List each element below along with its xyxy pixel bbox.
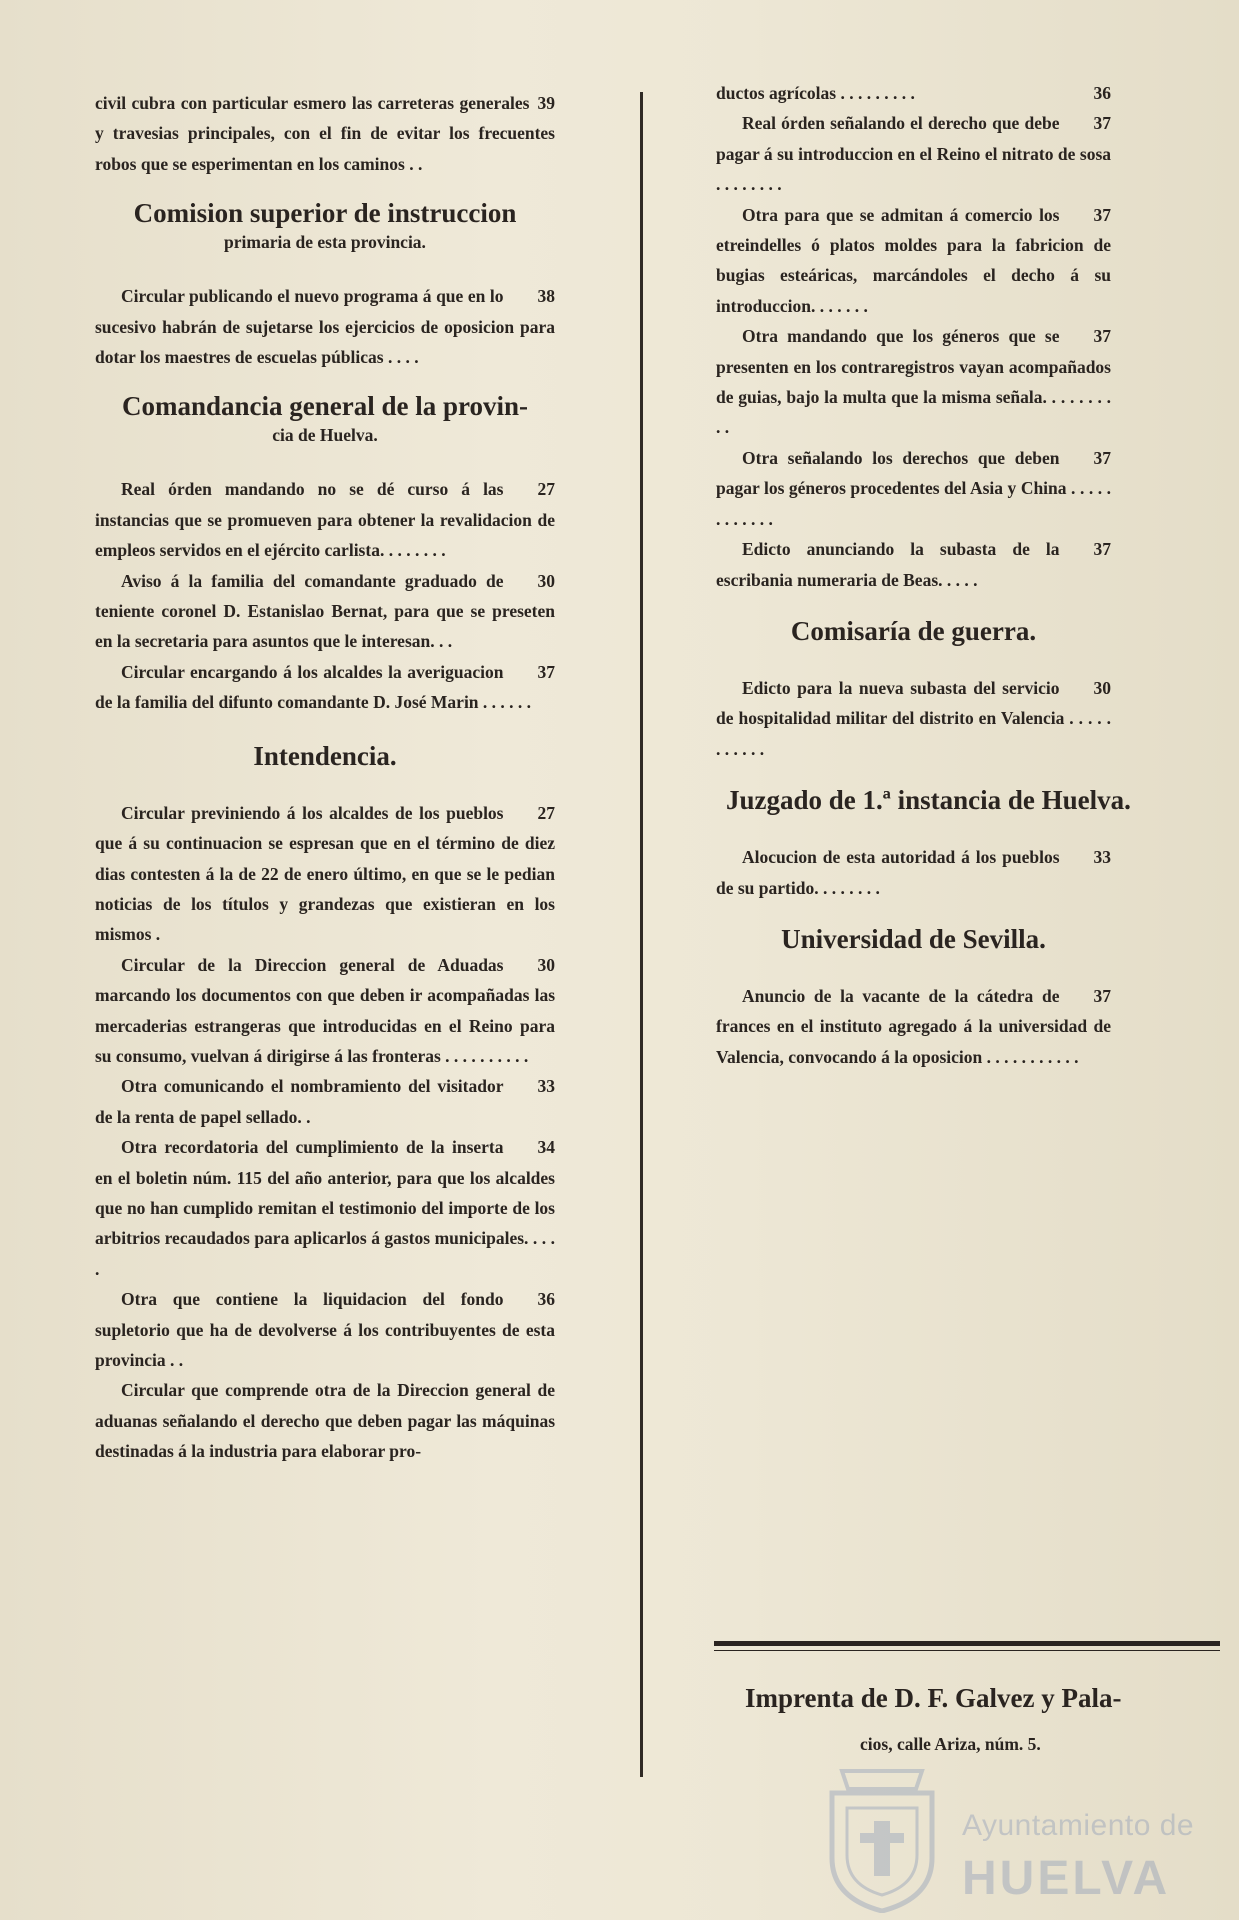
page-number: 36 bbox=[537, 1289, 555, 1310]
page-number: 30 bbox=[537, 954, 555, 975]
section-title: Universidad de Sevilla. bbox=[781, 923, 1046, 954]
section-subtitle: cia de Huelva. bbox=[272, 425, 378, 446]
entry-text: Circular que comprende otra de la Direccion general de aduanas señalando el derecho que deben pagar las máquinas destinadas á la industria para elaborar pro- bbox=[95, 1380, 555, 1462]
index-entry bbox=[95, 1284, 555, 1375]
page-number: 38 bbox=[537, 286, 555, 307]
section-title: Intendencia. bbox=[253, 740, 397, 771]
page-number: 33 bbox=[1093, 847, 1111, 868]
index-entry bbox=[95, 950, 555, 1072]
column-divider bbox=[640, 92, 643, 1777]
page-number: 37 bbox=[1093, 985, 1111, 1006]
page-number: 37 bbox=[1093, 204, 1111, 225]
page-number: 37 bbox=[1093, 113, 1111, 134]
entry-text: Otra recordatoria del cumplimiento de la inserta en el boletin núm. 115 del año anterior, para que los alcaldes que no han cumplido remitan el testimonio del importe de los arbitrios recaudados para aplicarlos á gastos municipales. . . . . bbox=[95, 1137, 555, 1279]
entry-text: Real órden mandando no se dé curso á las instancias que se promueven para obtener la revalidacion de empleos servidos en el ejército carlista. . . . . . . . bbox=[95, 479, 555, 561]
index-entry bbox=[95, 1071, 555, 1132]
index-entry bbox=[95, 281, 555, 372]
section-title: Juzgado de 1.ª instancia de Huelva. bbox=[726, 785, 1131, 816]
index-entry bbox=[95, 798, 555, 950]
entry-text: Otra mandando que los géneros que se presenten en los contraregistros vayan acompañados de guias, bajo la multa que la misma señala. . . . . . . . . . bbox=[716, 326, 1111, 438]
index-entry bbox=[95, 474, 555, 565]
page-number: 34 bbox=[537, 1137, 555, 1158]
index-entry bbox=[716, 981, 1111, 1072]
entry-text: ductos agrícolas . . . . . . . . . bbox=[716, 83, 915, 103]
coat-of-arms-icon bbox=[822, 1763, 942, 1913]
page-number: 30 bbox=[537, 570, 555, 591]
entry-text: Edicto anunciando la subasta de la escribania numeraria de Beas. . . . . bbox=[716, 539, 1060, 590]
index-entry bbox=[95, 657, 555, 718]
index-entry bbox=[716, 200, 1111, 322]
watermark-text-line1: Ayuntamiento de bbox=[962, 1809, 1195, 1842]
page-number: 30 bbox=[1093, 677, 1111, 698]
entry-text: Real órden señalando el derecho que debe pagar á su introduccion en el Reino el nitrato de sosa . . . . . . . . bbox=[716, 113, 1111, 195]
entry-text: Otra que contiene la liquidacion del fondo supletorio que ha de devolverse á los contribuyentes de esta provincia . . bbox=[95, 1289, 555, 1370]
entry-text: Circular publicando el nuevo programa á que en lo sucesivo habrán de sujetarse los ejercicios de oposicion para dotar los maestres de escuelas públicas . . . . bbox=[95, 286, 555, 368]
page-number: 33 bbox=[537, 1076, 555, 1097]
closing-rule-thin bbox=[714, 1650, 1220, 1651]
right-column bbox=[716, 78, 1131, 1072]
page-number: 37 bbox=[537, 661, 555, 682]
section-title: Comision superior de instruccion bbox=[133, 198, 517, 229]
entry-text: civil cubra con particular esmero las carreteras generales y travesias principales, con el fin de evitar los frecuentes robos que se esperimentan en los caminos . . bbox=[95, 93, 555, 174]
index-entry bbox=[95, 566, 555, 657]
entry-text: Otra señalando los derechos que deben pagar los géneros procedentes del Asia y China . . . . . . . . . . . . bbox=[716, 447, 1111, 529]
page-number: 27 bbox=[537, 479, 555, 500]
index-entry bbox=[95, 1132, 555, 1284]
section-title: Comandancia general de la provin- bbox=[121, 391, 528, 422]
archive-watermark bbox=[822, 1763, 1202, 1913]
page-number: 39 bbox=[537, 93, 555, 113]
imprint-address: cios, calle Ariza, núm. 5. bbox=[860, 1734, 1041, 1754]
entry-text: Circular encargando á los alcaldes la averiguacion de la familia del difunto comandante D. José Marin . . . . . . bbox=[95, 661, 532, 713]
entry-text: Circular previniendo á los alcaldes de los pueblos que á su continuacion se espresan que en el término de diez dias contesten á la de 22 de enero último, en que se le pedian noticias de los títulos y grandezas que existieran en los mismos . bbox=[95, 802, 555, 945]
page-number: 36 bbox=[1093, 83, 1111, 103]
index-entry bbox=[95, 88, 555, 179]
entry-text: Otra para que se admitan á comercio los etreindelles ó platos moldes para la fabricion de bugias esteáricas, marcándoles el decho á su introduccion. . . . . . . bbox=[716, 204, 1111, 316]
index-entry bbox=[716, 108, 1111, 199]
entry-text: Aviso á la familia del comandante graduado de teniente coronel D. Estanislao Bernat, para que se preseten en la secretaria para asuntos que le interesan. . . bbox=[95, 570, 555, 652]
closing-rule bbox=[714, 1641, 1220, 1646]
watermark-text-line2: HUELVA bbox=[962, 1852, 1171, 1905]
section-subtitle: primaria de esta provincia. bbox=[224, 232, 426, 253]
entry-text: Otra comunicando el nombramiento del visitador de la renta de papel sellado. . bbox=[95, 1076, 504, 1127]
index-entry bbox=[716, 78, 1111, 108]
entry-text: Edicto para la nueva subasta del servicio de hospitalidad militar del distrito en Valencia . . . . . . . . . . . bbox=[716, 677, 1111, 759]
imprint-line: Imprenta de D. F. Galvez y Pala- bbox=[745, 1683, 1122, 1713]
page-number: 37 bbox=[1093, 447, 1111, 468]
entry-text: Circular de la Direccion general de Aduadas marcando los documentos con que deben ir acompañadas las mercaderias estrangeras que introducidas en el Reino para su consumo, vuelvan á dirigirse á las fronteras . . . . . . . . . . bbox=[95, 954, 555, 1066]
entry-text: Alocucion de esta autoridad á los pueblos de su partido. . . . . . . . bbox=[716, 847, 1060, 898]
section-title: Comisaría de guerra. bbox=[790, 615, 1037, 646]
page-number: 37 bbox=[1093, 539, 1111, 560]
index-entry bbox=[716, 443, 1111, 534]
page-number: 37 bbox=[1093, 326, 1111, 347]
left-column bbox=[95, 88, 555, 1467]
index-entry bbox=[716, 673, 1111, 764]
entry-text: Anuncio de la vacante de la cátedra de frances en el instituto agregado á la universidad de Valencia, convocando á la oposicion . . . . . . . . . . . bbox=[716, 985, 1111, 1067]
index-entry bbox=[716, 534, 1111, 595]
page-number: 27 bbox=[537, 802, 555, 823]
index-entry bbox=[716, 321, 1111, 443]
index-entry bbox=[716, 842, 1111, 903]
index-entry bbox=[95, 1375, 555, 1466]
